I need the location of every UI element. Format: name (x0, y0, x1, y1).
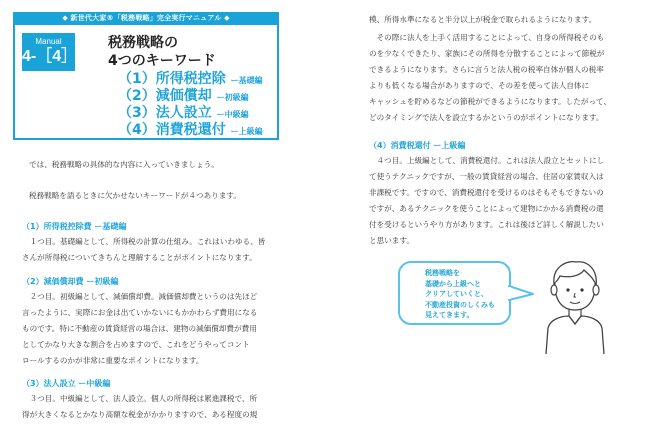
keyword-4 (118, 122, 263, 140)
bubble-line: 不動産投資のしくみも (425, 300, 495, 309)
manual-number: 4-［4］ (22, 48, 78, 65)
paragraph-line: 得が大きくなるとかなり高額な税金がかかりますので、ある程度の規 (22, 410, 258, 419)
intro-text: では、税務戦略の具体的な内容に入っていきましょう。 (29, 160, 219, 169)
bubble-line: クリアしていくと、 (425, 290, 488, 298)
keyword-level: ー上級編 (230, 127, 263, 136)
bubble-line: 基礎から上級へと (425, 279, 481, 288)
paragraph-line: １つ目。基礎編として、所得税の計算の仕組み。これはいわゆる、皆 (22, 237, 266, 246)
paragraph-line: ２つ目。初級編として、減価償却費。減価償却費というのは先ほど (22, 292, 258, 301)
speech-bubble-text (425, 268, 495, 321)
intro-text-2: 税務戦略を語るときに欠かせないキーワードが４つあります。 (29, 191, 242, 200)
keyword-name: （1）所得税控除 (118, 71, 226, 87)
bubble-line: 見えてきます。 (425, 311, 474, 319)
paragraph-line: て使うテクニックですが、一般の賃貸経営の場合、住居の家賃収入は (369, 172, 604, 181)
keyword-level: ー初級編 (216, 93, 249, 102)
paragraph-line: 模、所得水準になると半分以上が税金で取られるようになります。 (369, 15, 597, 24)
paragraph-line: さんが所得税についてきちんと理解することがポイントになります。 (22, 253, 257, 262)
paragraph-line: ３つ目。中級編として、法人設立。個人の所得税は累進課税で、所 (22, 394, 258, 403)
paragraph-line: その際に法人を上手く活用することによって、自身の所得税そのも (369, 33, 605, 42)
paragraph-line: ロールするのかが非常に重要なポイントになります。 (22, 356, 204, 365)
keyword-name: （3）法人設立 (118, 105, 212, 121)
keyword-level: ー基礎編 (230, 76, 263, 85)
keyword-level: ー中級編 (216, 110, 249, 119)
paragraph-line: 非課税です。ですので、消費税還付を受けるのはそもそもできないの (369, 188, 604, 197)
manual-badge (22, 33, 78, 71)
manual-label: Manual (35, 37, 62, 46)
page-title-line1: 税務戦略の (108, 35, 178, 51)
section-heading: （4）消費税還付 ー上級編 (369, 141, 466, 150)
keyword-2 (118, 88, 249, 106)
paragraph-line: と思います。 (369, 236, 414, 245)
paragraph-line: のを少なくできたり、家族にその所得を分散することによって節税が (369, 49, 605, 58)
paragraph-line: ですが、あるテクニックを使うことによって建物にかかる消費税の還 (369, 204, 604, 213)
keyword-name: （2）減価償却 (118, 88, 212, 104)
paragraph-line: キャッシュを貯めるなどの節税ができるようになります。したがって、 (369, 97, 612, 106)
section-heading: （3）法人設立 ー中級編 (22, 379, 111, 388)
page-title-line2: 4つのキーワード (108, 53, 216, 69)
person-illustration (540, 256, 610, 356)
paragraph-line: 付を受けるというやり方があります。これは後ほど詳しく解説したい (369, 220, 604, 229)
paragraph-line: ４つ目。上級編として、消費税還付。これは法人設立とセットにし (369, 156, 605, 165)
keyword-1 (118, 71, 263, 89)
paragraph-line: できるようになります。さらに言うと法人税の税率自体が個人の税率 (369, 65, 604, 74)
keyword-3 (118, 105, 249, 123)
manual-banner: ◆ 新世代大家®「税務戦略」完全実行マニュアル ◆ (13, 12, 279, 25)
paragraph-line: どのタイミングで法人を設立するかというのがポイントになります。 (369, 113, 604, 122)
keyword-name: （4）消費税還付 (118, 122, 226, 138)
bubble-line: 税務戦略を (425, 269, 460, 277)
section-heading: （2）減価償却費 ー初級編 (22, 277, 119, 286)
paragraph-line: 言ったように、実際にお金は出ていかないにもかかわらず費用になる (22, 308, 258, 317)
paragraph-line: としてかなり大きな割合を占めますので、これをどうやってコント (22, 340, 250, 349)
paragraph-line: ものです。特に不動産の賃貸経営の場合は、建物の減価償却費が費用 (22, 324, 257, 333)
section-heading: （1）所得税控除費 ー基礎編 (22, 222, 127, 231)
paragraph-line: よりも低くなる場合がありますので、その差を使って法人自体に (369, 81, 590, 90)
